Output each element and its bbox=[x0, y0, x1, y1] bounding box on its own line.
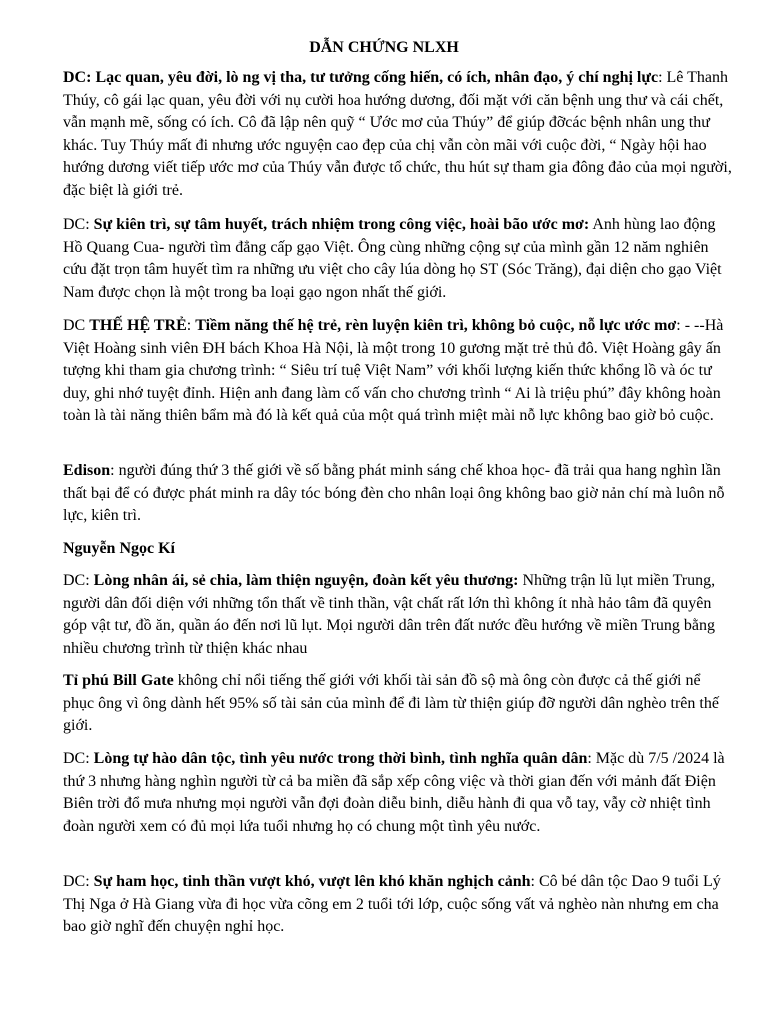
paragraph-heading: Sự ham học, tinh thần vượt khó, vượt lên khó khăn nghịch cảnh bbox=[93, 873, 531, 890]
document-title: DẪN CHỨNG NLXH bbox=[309, 39, 459, 56]
paragraph-heading: Edison bbox=[63, 462, 111, 479]
paragraph-body: không chỉ nổi tiếng thế giới với khối tài sản đồ sộ mà ông còn được cả thế giới nể phục ông vì ông dành hết 95% số tài sản của mình để đi làm từ thiện giúp đỡ người dân nghèo trên thế giới. bbox=[63, 672, 719, 734]
paragraph-body: : người đúng thứ 3 thế giới về số bằng phát minh sáng chế khoa học- đã trải qua hang nghìn lần thất bại để có được phát minh ra dây tóc bóng đèn cho nhân loại ông không bao giờ nản chí mà luôn nỗ lực, kiên trì. bbox=[63, 462, 725, 524]
paragraph-heading: THẾ HỆ TRẺ bbox=[89, 317, 187, 334]
paragraph-optimism bbox=[63, 67, 733, 202]
paragraph-perseverance bbox=[63, 214, 733, 304]
paragraph-heading: Lòng tự hào dân tộc, tình yêu nước trong thời bình, tình nghĩa quân dân bbox=[93, 750, 588, 767]
paragraph-patriotism bbox=[63, 748, 733, 838]
paragraph-heading-secondary: Tiềm năng thế hệ trẻ, rèn luyện kiên trì, không bỏ cuộc, nỗ lực ước mơ bbox=[195, 317, 677, 334]
paragraph-heading: Sự kiên trì, sự tâm huyết, trách nhiệm trong công việc, hoài bão ước mơ: bbox=[93, 216, 590, 233]
paragraph-body: : Lê Thanh Thúy, cô gái lạc quan, yêu đời với nụ cười hoa hướng dương, đối mặt với căn bệnh ung thư và cái chết, vẫn mạnh mẽ, sống có ích. Cô đã lập nên quỹ “ Ước mơ của Thúy” để giúp đỡcác bệnh nhân ung thư khác. Tuy Thúy mất đi nhưng ước nguyện cao đẹp của chị vẫn còn mãi với cuộc đời, “ Ngày hội hao hướng dương viết tiếp ước mơ của Thúy vẫn được tổ chức, thu hút sự tham gia đông đảo của mọi người, đặc biệt là giới trẻ. bbox=[63, 69, 732, 199]
paragraph-separator: : bbox=[186, 317, 196, 334]
paragraph-prefix: DC: bbox=[63, 216, 94, 233]
paragraph-young-generation bbox=[63, 315, 733, 428]
paragraph-compassion bbox=[63, 570, 733, 660]
paragraph-heading: Lòng nhân ái, sẻ chia, làm thiện nguyện, đoàn kết yêu thương: bbox=[93, 572, 519, 589]
paragraph-heading: DC: Lạc quan, yêu đời, lò ng vị tha, tư tưởng cống hiến, có ích, nhân đạo, ý chí nghị lực bbox=[63, 69, 659, 86]
paragraph-body: Anh hùng lao động Hồ Quang Cua- người tìm đẳng cấp gạo Việt. Ông cùng những cộng sự của mình gần 12 năm nghiên cứu đặt trọn tâm huyết tìm ra những ưu việt cho cây lúa dòng họ ST (Sóc Trăng), đại diện cho gạo Việt Nam được chọn là một trong ba loại gạo ngon nhất thế giới. bbox=[63, 216, 722, 301]
paragraph-studiousness bbox=[63, 871, 733, 939]
paragraph-body: Những trận lũ lụt miền Trung, người dân đối diện với những tổn thất về tinh thần, vật chất rất lớn thì không ít nhà hảo tâm đã quyên góp vật tư, đồ ăn, quần áo đến nơi lũ lụt. Mọi người dân trên đất nước đều hướng về miền Trung bằng nhiều chương trình từ thiện khác nhau bbox=[63, 572, 716, 657]
paragraph-body: : Mặc dù 7/5 /2024 là thứ 3 nhưng hàng nghìn người từ cả ba miền đã sắp xếp công việc và thời gian đến với mảnh đất Điện Biên trời đổ mưa nhưng mọi người vẫn đợi đoàn diễu binh, diễu hành đi qua vỗ tay, vẫy cờ nhiệt tình đoàn người xem có đủ mọi lứa tuổi nhưng họ có chung một tình yêu nước. bbox=[63, 750, 725, 835]
paragraph-body: : Cô bé dân tộc Dao 9 tuổi Lý Thị Nga ở Hà Giang vừa đi học vừa cõng em 2 tuổi tới lớp, cuộc sống vất vả nghèo nàn nhưng em cha bao giờ nghĩ đến chuyện nghỉ học. bbox=[63, 873, 721, 935]
paragraph-prefix: DC: bbox=[63, 750, 94, 767]
paragraph-prefix: DC: bbox=[63, 572, 94, 589]
paragraph-nguyen-ngoc-ki bbox=[63, 538, 733, 561]
paragraph-heading: Nguyễn Ngọc Kí bbox=[63, 540, 175, 557]
paragraph-bill-gate bbox=[63, 670, 733, 738]
paragraph-prefix: DC bbox=[63, 317, 90, 334]
paragraph-edison bbox=[63, 460, 733, 528]
paragraph-prefix: DC: bbox=[63, 873, 94, 890]
paragraph-heading: Tỉ phú Bill Gate bbox=[63, 672, 174, 689]
paragraph-body: : - --Hà Việt Hoàng sinh viên ĐH bách Khoa Hà Nội, là một trong 10 gương mặt trẻ thủ đô. Việt Hoàng gây ấn tượng khi tham gia chương trình: “ Siêu trí tuệ Việt Nam” với khối lượng kiến thức khổng lồ và óc tư duy, ghi nhớ tuyệt đỉnh. Hiện anh đang làm cố vấn cho chương trình “ Ai là triệu phú” đây không hoàn toàn là tài năng thiên bẩm mà đó là kết quả của một quá trình miệt mài nỗ lực không bao giờ bỏ cuộc. bbox=[63, 317, 724, 424]
